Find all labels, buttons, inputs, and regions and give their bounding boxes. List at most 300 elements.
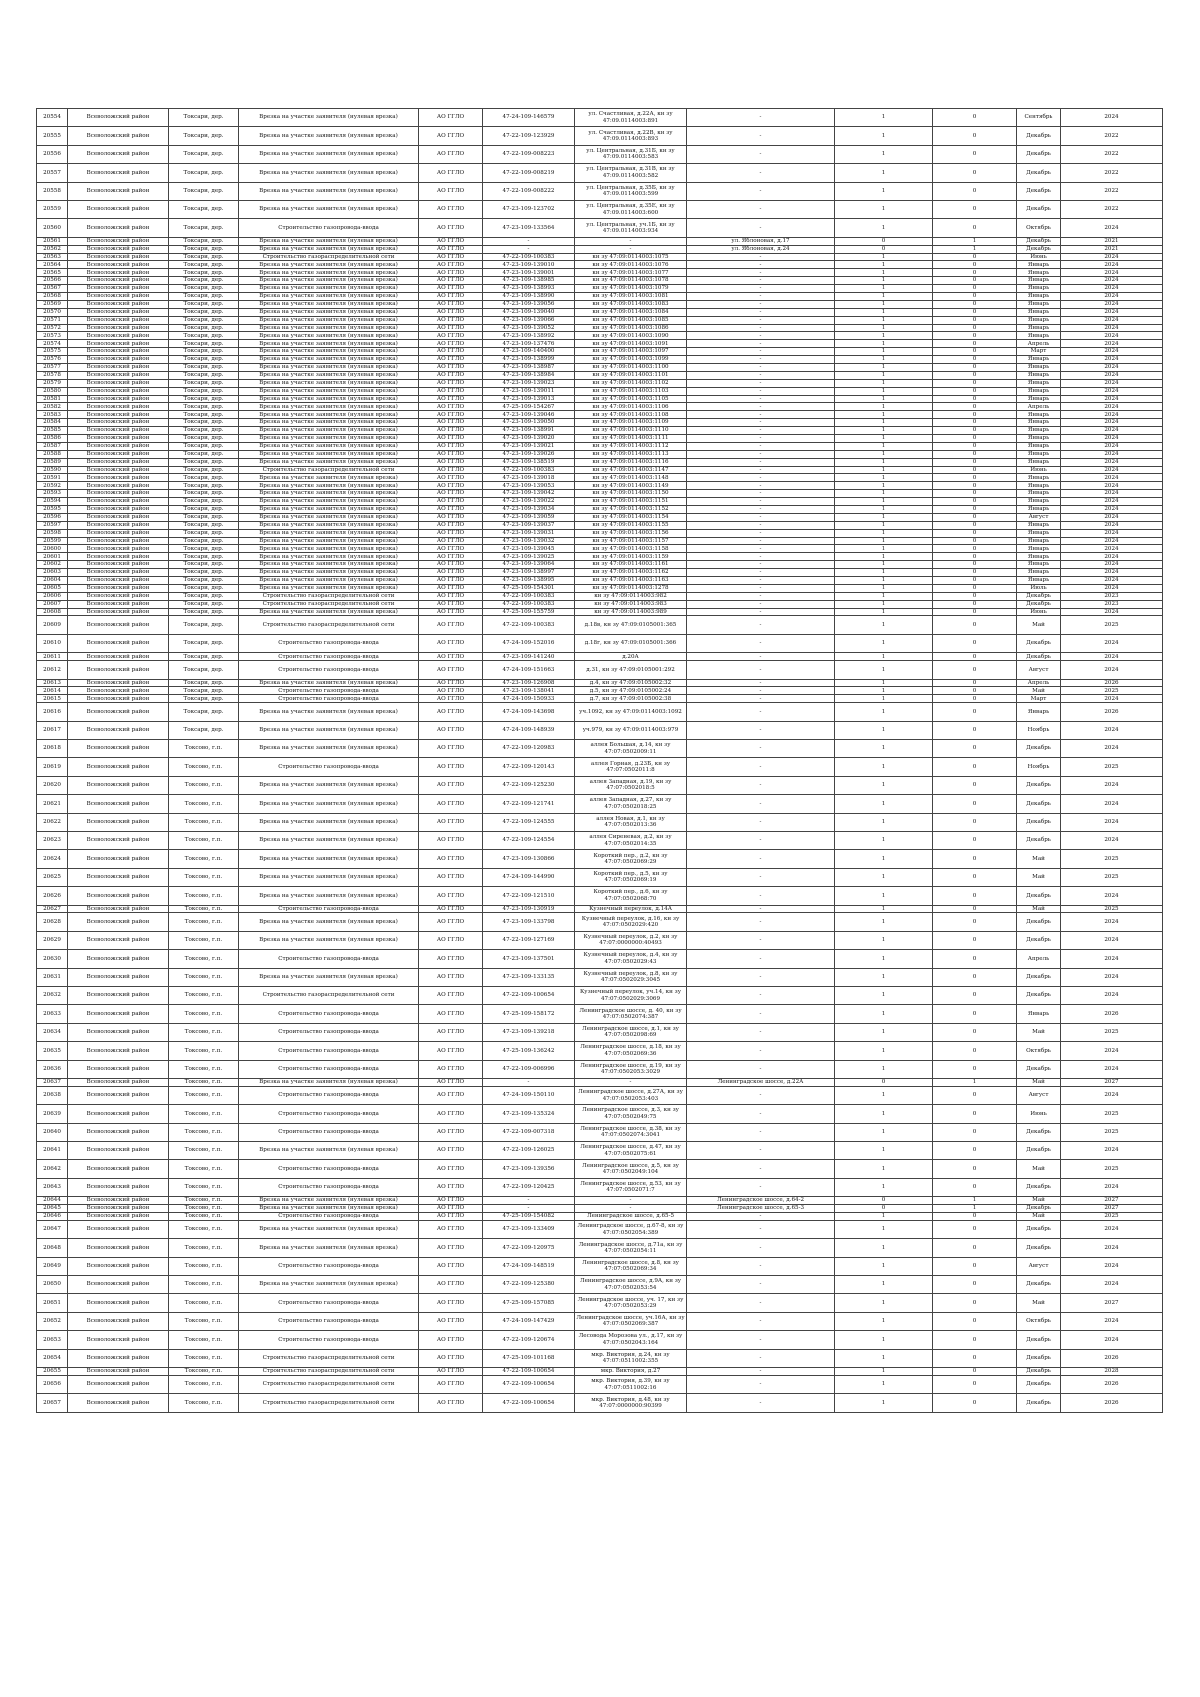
- district-cell: Всеволожский район: [68, 661, 169, 679]
- work-type-cell: Строительство газопровода-ввода: [239, 1105, 419, 1123]
- alt-address-cell: -: [687, 200, 835, 218]
- count-b-cell: 0: [933, 145, 1017, 163]
- alt-address-cell: -: [687, 164, 835, 182]
- work-type-cell: Врезка на участке заявителя (нулевая врезка): [239, 968, 419, 986]
- count-a-cell: 1: [835, 145, 933, 163]
- month-cell: Декабрь: [1017, 776, 1061, 794]
- application-code-cell: 47-23-109-138990: [483, 292, 575, 300]
- application-code-cell: 47-22-109-100383: [483, 600, 575, 608]
- locality-cell: Токсово, г.п.: [169, 1105, 239, 1123]
- year-cell: 2026: [1061, 1005, 1163, 1023]
- alt-address-cell: -: [687, 1257, 835, 1275]
- year-cell: 2024: [1061, 950, 1163, 968]
- address-cell: Ленинградское шоссе, д.19, кн зу 47:07:0502053:3029: [575, 1060, 687, 1078]
- row-number: 20649: [37, 1257, 68, 1275]
- work-type-cell: Врезка на участке заявителя (нулевая врезка): [239, 679, 419, 687]
- district-cell: Всеволожский район: [68, 1197, 169, 1205]
- year-cell: 2024: [1061, 340, 1163, 348]
- count-b-cell: 0: [933, 109, 1017, 127]
- application-code-cell: 47-23-109-139042: [483, 490, 575, 498]
- table-row: [37, 1105, 1163, 1123]
- month-cell: Январь: [1017, 442, 1061, 450]
- district-cell: Всеволожский район: [68, 968, 169, 986]
- work-type-cell: Строительство газопровода-ввода: [239, 1023, 419, 1041]
- table-row: [37, 490, 1163, 498]
- alt-address-cell: -: [687, 427, 835, 435]
- alt-address-cell: -: [687, 379, 835, 387]
- row-number: 20618: [37, 740, 68, 758]
- organization-cell: АО ГГЛО: [419, 245, 483, 253]
- address-cell: Ленинградское шоссе, д.38, кн зу 47:07:0502074:3041: [575, 1123, 687, 1141]
- alt-address-cell: -: [687, 758, 835, 776]
- year-cell: 2024: [1061, 411, 1163, 419]
- organization-cell: АО ГГЛО: [419, 1197, 483, 1205]
- address-cell: кн зу 47:09:0114003:1083: [575, 300, 687, 308]
- address-cell: кн зу 47:09:0114003:1100: [575, 363, 687, 371]
- organization-cell: АО ГГЛО: [419, 474, 483, 482]
- table-row: [37, 1394, 1163, 1412]
- locality-cell: Токсари, дер.: [169, 253, 239, 261]
- count-a-cell: 1: [835, 584, 933, 592]
- year-cell: 2024: [1061, 435, 1163, 443]
- district-cell: Всеволожский район: [68, 776, 169, 794]
- locality-cell: Токсари, дер.: [169, 521, 239, 529]
- count-b-cell: 0: [933, 363, 1017, 371]
- year-cell: 2022: [1061, 200, 1163, 218]
- organization-cell: АО ГГЛО: [419, 608, 483, 616]
- work-type-cell: Врезка на участке заявителя (нулевая врезка): [239, 340, 419, 348]
- locality-cell: Токсари, дер.: [169, 245, 239, 253]
- work-type-cell: Врезка на участке заявителя (нулевая врезка): [239, 277, 419, 285]
- alt-address-cell: -: [687, 182, 835, 200]
- count-a-cell: 1: [835, 300, 933, 308]
- row-number: 20559: [37, 200, 68, 218]
- district-cell: Всеволожский район: [68, 427, 169, 435]
- month-cell: Январь: [1017, 324, 1061, 332]
- district-cell: Всеволожский район: [68, 458, 169, 466]
- count-b-cell: 0: [933, 300, 1017, 308]
- row-number: 20612: [37, 661, 68, 679]
- alt-address-cell: -: [687, 1042, 835, 1060]
- address-cell: Ленинградское шоссе, д.53, кн зу 47:07:0502071:7: [575, 1178, 687, 1196]
- count-a-cell: 1: [835, 316, 933, 324]
- year-cell: 2024: [1061, 569, 1163, 577]
- count-b-cell: 0: [933, 950, 1017, 968]
- table-row: [37, 482, 1163, 490]
- work-type-cell: Врезка на участке заявителя (нулевая врезка): [239, 868, 419, 886]
- application-code-cell: 47-22-109-125380: [483, 1276, 575, 1294]
- row-number: 20558: [37, 182, 68, 200]
- district-cell: Всеволожский район: [68, 1331, 169, 1349]
- alt-address-cell: -: [687, 740, 835, 758]
- application-code-cell: -: [483, 245, 575, 253]
- month-cell: Ноябрь: [1017, 758, 1061, 776]
- table-row: [37, 300, 1163, 308]
- application-code-cell: 47-23-109-139010: [483, 261, 575, 269]
- count-a-cell: 1: [835, 371, 933, 379]
- row-number: 20566: [37, 277, 68, 285]
- alt-address-cell: -: [687, 569, 835, 577]
- organization-cell: АО ГГЛО: [419, 1375, 483, 1393]
- address-cell: кн зу 47:09:0114003:1148: [575, 474, 687, 482]
- organization-cell: АО ГГЛО: [419, 411, 483, 419]
- count-a-cell: 1: [835, 931, 933, 949]
- month-cell: Январь: [1017, 498, 1061, 506]
- application-code-cell: 47-23-109-139026: [483, 450, 575, 458]
- month-cell: Октябрь: [1017, 1312, 1061, 1330]
- year-cell: 2026: [1061, 1375, 1163, 1393]
- district-cell: Всеволожский район: [68, 498, 169, 506]
- year-cell: 2024: [1061, 324, 1163, 332]
- row-number: 20586: [37, 435, 68, 443]
- address-cell: ул. Счастливая, д.22А, кн зу 47:09.0114003:891: [575, 109, 687, 127]
- district-cell: Всеволожский район: [68, 145, 169, 163]
- organization-cell: АО ГГЛО: [419, 569, 483, 577]
- work-type-cell: Врезка на участке заявителя (нулевая врезка): [239, 721, 419, 739]
- address-cell: кн зу 47:09:0114003:1278: [575, 584, 687, 592]
- table-row: [37, 986, 1163, 1004]
- alt-address-cell: -: [687, 1023, 835, 1041]
- work-type-cell: Врезка на участке заявителя (нулевая врезка): [239, 363, 419, 371]
- row-number: 20588: [37, 450, 68, 458]
- application-code-cell: 47-22-109-123929: [483, 127, 575, 145]
- row-number: 20639: [37, 1105, 68, 1123]
- locality-cell: Токсари, дер.: [169, 679, 239, 687]
- locality-cell: Токсари, дер.: [169, 561, 239, 569]
- organization-cell: АО ГГЛО: [419, 887, 483, 905]
- row-number: 20651: [37, 1294, 68, 1312]
- application-code-cell: 47-23-109-138992: [483, 332, 575, 340]
- application-code-cell: 47-22-109-008219: [483, 164, 575, 182]
- table-row: [37, 758, 1163, 776]
- year-cell: 2024: [1061, 442, 1163, 450]
- row-number: 20611: [37, 653, 68, 661]
- table-row: [37, 109, 1163, 127]
- locality-cell: Токсари, дер.: [169, 182, 239, 200]
- count-a-cell: 1: [835, 269, 933, 277]
- district-cell: Всеволожский район: [68, 1394, 169, 1412]
- locality-cell: Токсари, дер.: [169, 592, 239, 600]
- application-code-cell: 47-25-109-158172: [483, 1005, 575, 1023]
- month-cell: Ноябрь: [1017, 721, 1061, 739]
- alt-address-cell: -: [687, 661, 835, 679]
- alt-address-cell: -: [687, 968, 835, 986]
- locality-cell: Токсово, г.п.: [169, 1205, 239, 1213]
- application-code-cell: 47-23-109-139034: [483, 506, 575, 514]
- locality-cell: Токсари, дер.: [169, 403, 239, 411]
- address-cell: ул. Центральная, д.31Б, кн зу 47:09.0114003:583: [575, 145, 687, 163]
- application-code-cell: 47-23-109-126908: [483, 679, 575, 687]
- work-type-cell: Врезка на участке заявителя (нулевая врезка): [239, 537, 419, 545]
- count-b-cell: 0: [933, 1276, 1017, 1294]
- count-a-cell: 1: [835, 986, 933, 1004]
- application-code-cell: 47-25-109-136242: [483, 1042, 575, 1060]
- table-row: [37, 703, 1163, 721]
- address-cell: кн зу 47:09:0114003:1090: [575, 332, 687, 340]
- alt-address-cell: -: [687, 356, 835, 364]
- month-cell: Декабрь: [1017, 1141, 1061, 1159]
- row-number: 20571: [37, 316, 68, 324]
- organization-cell: АО ГГЛО: [419, 1105, 483, 1123]
- month-cell: Апрель: [1017, 679, 1061, 687]
- year-cell: 2026: [1061, 679, 1163, 687]
- locality-cell: Токсово, г.п.: [169, 905, 239, 913]
- year-cell: 2024: [1061, 363, 1163, 371]
- table-row: [37, 411, 1163, 419]
- alt-address-cell: -: [687, 363, 835, 371]
- month-cell: Январь: [1017, 435, 1061, 443]
- work-type-cell: Врезка на участке заявителя (нулевая врезка): [239, 1220, 419, 1238]
- alt-address-cell: -: [687, 1060, 835, 1078]
- address-cell: Ленинградское шоссе, уч. 17, кн зу 47:07:0502053:29: [575, 1294, 687, 1312]
- count-b-cell: 0: [933, 513, 1017, 521]
- work-type-cell: Врезка на участке заявителя (нулевая врезка): [239, 292, 419, 300]
- table-row: [37, 450, 1163, 458]
- month-cell: Декабрь: [1017, 931, 1061, 949]
- alt-address-cell: -: [687, 561, 835, 569]
- year-cell: 2025: [1061, 905, 1163, 913]
- count-b-cell: 1: [933, 1197, 1017, 1205]
- month-cell: Декабрь: [1017, 1394, 1061, 1412]
- work-type-cell: Врезка на участке заявителя (нулевая врезка): [239, 913, 419, 931]
- alt-address-cell: -: [687, 109, 835, 127]
- organization-cell: АО ГГЛО: [419, 813, 483, 831]
- alt-address-cell: -: [687, 1123, 835, 1141]
- locality-cell: Токсари, дер.: [169, 300, 239, 308]
- table-row: [37, 795, 1163, 813]
- row-number: 20590: [37, 466, 68, 474]
- work-type-cell: Врезка на участке заявителя (нулевая врезка): [239, 545, 419, 553]
- organization-cell: АО ГГЛО: [419, 521, 483, 529]
- month-cell: Январь: [1017, 521, 1061, 529]
- month-cell: Май: [1017, 868, 1061, 886]
- count-b-cell: 0: [933, 831, 1017, 849]
- row-number: 20594: [37, 498, 68, 506]
- alt-address-cell: -: [687, 450, 835, 458]
- address-cell: кн зу 47:09:0114003:1113: [575, 450, 687, 458]
- address-cell: кн зу 47:09:0114003:1085: [575, 316, 687, 324]
- count-b-cell: 0: [933, 458, 1017, 466]
- count-a-cell: 0: [835, 1197, 933, 1205]
- district-cell: Всеволожский район: [68, 1042, 169, 1060]
- table-row: [37, 324, 1163, 332]
- row-number: 20606: [37, 592, 68, 600]
- address-cell: мкр. Виктория, д.24, кн зу 47:07:0511002:355: [575, 1349, 687, 1367]
- table-row: [37, 1294, 1163, 1312]
- count-a-cell: 1: [835, 850, 933, 868]
- month-cell: Январь: [1017, 332, 1061, 340]
- address-cell: -: [575, 1197, 687, 1205]
- count-a-cell: 1: [835, 1349, 933, 1367]
- address-cell: кн зу 47:09:0114003:1084: [575, 308, 687, 316]
- month-cell: Июль: [1017, 584, 1061, 592]
- locality-cell: Токсари, дер.: [169, 545, 239, 553]
- address-cell: Короткий пер., д.6, кн зу 47:07:0502068:70: [575, 887, 687, 905]
- organization-cell: АО ГГЛО: [419, 905, 483, 913]
- year-cell: 2024: [1061, 482, 1163, 490]
- month-cell: Декабрь: [1017, 1367, 1061, 1375]
- district-cell: Всеволожский район: [68, 931, 169, 949]
- organization-cell: АО ГГЛО: [419, 277, 483, 285]
- alt-address-cell: -: [687, 308, 835, 316]
- table-row: [37, 1141, 1163, 1159]
- organization-cell: АО ГГЛО: [419, 703, 483, 721]
- locality-cell: Токсово, г.п.: [169, 1212, 239, 1220]
- work-type-cell: Врезка на участке заявителя (нулевая врезка): [239, 261, 419, 269]
- district-cell: Всеволожский район: [68, 379, 169, 387]
- district-cell: Всеволожский район: [68, 758, 169, 776]
- address-cell: кн зу 47:09:0114003:989: [575, 608, 687, 616]
- address-cell: кн зу 47:09:0114003:1075: [575, 253, 687, 261]
- row-number: 20575: [37, 348, 68, 356]
- organization-cell: АО ГГЛО: [419, 1086, 483, 1104]
- count-a-cell: 1: [835, 721, 933, 739]
- alt-address-cell: -: [687, 1394, 835, 1412]
- month-cell: Декабрь: [1017, 831, 1061, 849]
- locality-cell: Токсари, дер.: [169, 145, 239, 163]
- table-row: [37, 950, 1163, 968]
- row-number: 20595: [37, 506, 68, 514]
- alt-address-cell: -: [687, 506, 835, 514]
- month-cell: Январь: [1017, 261, 1061, 269]
- application-code-cell: 47-23-109-138519: [483, 458, 575, 466]
- table-row: [37, 513, 1163, 521]
- locality-cell: Токсово, г.п.: [169, 986, 239, 1004]
- count-a-cell: 1: [835, 608, 933, 616]
- district-cell: Всеволожский район: [68, 513, 169, 521]
- year-cell: 2024: [1061, 1086, 1163, 1104]
- count-b-cell: 0: [933, 498, 1017, 506]
- application-code-cell: 47-22-109-120143: [483, 758, 575, 776]
- month-cell: Декабрь: [1017, 634, 1061, 652]
- year-cell: 2024: [1061, 1257, 1163, 1275]
- month-cell: Май: [1017, 687, 1061, 695]
- work-type-cell: Врезка на участке заявителя (нулевая врезка): [239, 506, 419, 514]
- work-type-cell: Врезка на участке заявителя (нулевая врезка): [239, 1205, 419, 1213]
- row-number: 20556: [37, 145, 68, 163]
- table-row: [37, 1257, 1163, 1275]
- work-type-cell: Строительство газораспределительной сети: [239, 986, 419, 1004]
- district-cell: Всеволожский район: [68, 419, 169, 427]
- organization-cell: АО ГГЛО: [419, 1060, 483, 1078]
- application-code-cell: 47-23-109-139046: [483, 411, 575, 419]
- table-row: [37, 1331, 1163, 1349]
- count-b-cell: 0: [933, 466, 1017, 474]
- row-number: 20638: [37, 1086, 68, 1104]
- locality-cell: Токсари, дер.: [169, 419, 239, 427]
- work-type-cell: Строительство газопровода-ввода: [239, 1312, 419, 1330]
- alt-address-cell: -: [687, 498, 835, 506]
- count-a-cell: 1: [835, 292, 933, 300]
- locality-cell: Токсари, дер.: [169, 687, 239, 695]
- year-cell: 2026: [1061, 1349, 1163, 1367]
- work-type-cell: Врезка на участке заявителя (нулевая врезка): [239, 435, 419, 443]
- table-row: [37, 616, 1163, 634]
- district-cell: Всеволожский район: [68, 200, 169, 218]
- row-number: 20610: [37, 634, 68, 652]
- application-code-cell: 47-22-109-100654: [483, 1367, 575, 1375]
- count-b-cell: 0: [933, 561, 1017, 569]
- work-type-cell: Строительство газораспределительной сети: [239, 1349, 419, 1367]
- count-a-cell: 1: [835, 1042, 933, 1060]
- count-b-cell: 0: [933, 1375, 1017, 1393]
- table-row: [37, 1042, 1163, 1060]
- row-number: 20584: [37, 419, 68, 427]
- organization-cell: АО ГГЛО: [419, 419, 483, 427]
- address-cell: кн зу 47:09:0114003:1159: [575, 553, 687, 561]
- count-b-cell: 0: [933, 292, 1017, 300]
- work-type-cell: Врезка на участке заявителя (нулевая врезка): [239, 703, 419, 721]
- organization-cell: АО ГГЛО: [419, 1042, 483, 1060]
- organization-cell: АО ГГЛО: [419, 292, 483, 300]
- month-cell: Май: [1017, 1212, 1061, 1220]
- alt-address-cell: -: [687, 1086, 835, 1104]
- year-cell: 2024: [1061, 529, 1163, 537]
- work-type-cell: Строительство газопровода-ввода: [239, 1042, 419, 1060]
- month-cell: Май: [1017, 1023, 1061, 1041]
- count-b-cell: 0: [933, 316, 1017, 324]
- district-cell: Всеволожский район: [68, 316, 169, 324]
- alt-address-cell: -: [687, 1294, 835, 1312]
- organization-cell: АО ГГЛО: [419, 913, 483, 931]
- row-number: 20562: [37, 245, 68, 253]
- count-a-cell: 0: [835, 1205, 933, 1213]
- locality-cell: Токсари, дер.: [169, 427, 239, 435]
- count-a-cell: 1: [835, 379, 933, 387]
- application-code-cell: 47-25-109-154301: [483, 584, 575, 592]
- table-row: [37, 253, 1163, 261]
- locality-cell: Токсари, дер.: [169, 340, 239, 348]
- count-a-cell: 1: [835, 600, 933, 608]
- year-cell: 2022: [1061, 182, 1163, 200]
- work-type-cell: Врезка на участке заявителя (нулевая врезка): [239, 474, 419, 482]
- address-cell: аллея Западная, д.19, кн зу 47:07:0502018:5: [575, 776, 687, 794]
- row-number: 20619: [37, 758, 68, 776]
- year-cell: 2024: [1061, 427, 1163, 435]
- district-cell: Всеволожский район: [68, 1141, 169, 1159]
- district-cell: Всеволожский район: [68, 300, 169, 308]
- district-cell: Всеволожский район: [68, 127, 169, 145]
- locality-cell: Токсари, дер.: [169, 237, 239, 245]
- count-b-cell: 0: [933, 285, 1017, 293]
- year-cell: 2024: [1061, 931, 1163, 949]
- month-cell: Декабрь: [1017, 1220, 1061, 1238]
- district-cell: Всеволожский район: [68, 679, 169, 687]
- month-cell: Декабрь: [1017, 200, 1061, 218]
- count-a-cell: 1: [835, 950, 933, 968]
- address-cell: ул. Центральная, уч.1Б, кн зу 47:09.0114003:934: [575, 219, 687, 237]
- locality-cell: Токсари, дер.: [169, 529, 239, 537]
- table-row: [37, 340, 1163, 348]
- count-a-cell: 1: [835, 831, 933, 849]
- organization-cell: АО ГГЛО: [419, 868, 483, 886]
- application-code-cell: 47-23-109-139032: [483, 537, 575, 545]
- district-cell: Всеволожский район: [68, 553, 169, 561]
- district-cell: Всеволожский район: [68, 435, 169, 443]
- year-cell: 2024: [1061, 285, 1163, 293]
- district-cell: Всеволожский район: [68, 831, 169, 849]
- year-cell: 2024: [1061, 521, 1163, 529]
- alt-address-cell: -: [687, 868, 835, 886]
- application-code-cell: 47-25-109-157085: [483, 1294, 575, 1312]
- alt-address-cell: -: [687, 545, 835, 553]
- address-cell: Ленинградское шоссе, д.47, кн зу 47:07:0502075:61: [575, 1141, 687, 1159]
- alt-address-cell: -: [687, 1349, 835, 1367]
- organization-cell: АО ГГЛО: [419, 308, 483, 316]
- organization-cell: АО ГГЛО: [419, 450, 483, 458]
- year-cell: 2025: [1061, 616, 1163, 634]
- locality-cell: Токсово, г.п.: [169, 868, 239, 886]
